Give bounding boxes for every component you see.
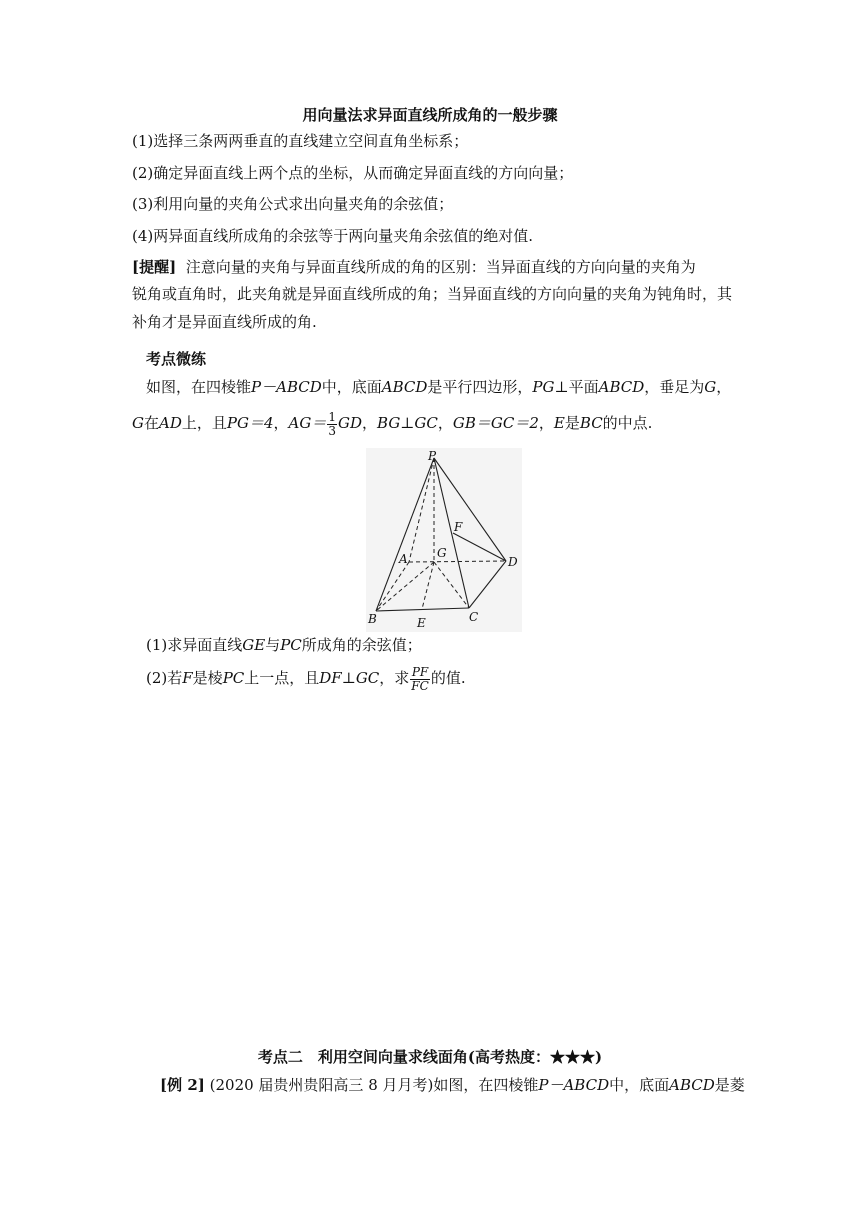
text: 所成角的余弦值； bbox=[301, 636, 422, 654]
text: (1)求异面直线 bbox=[146, 636, 243, 654]
text: ， bbox=[716, 378, 732, 396]
tip-line-1 bbox=[132, 256, 696, 278]
math: PG⊥ bbox=[532, 378, 569, 396]
text: 是平行四边形， bbox=[427, 378, 533, 396]
practice-heading: 考点微练 bbox=[146, 350, 207, 368]
text: ， bbox=[437, 414, 453, 432]
example-2-line bbox=[160, 1074, 745, 1096]
math: GE bbox=[242, 636, 266, 654]
math: PC bbox=[222, 669, 245, 687]
text: ，垂足为 bbox=[644, 378, 705, 396]
step-2: (2)确定异面直线上两个点的坐标，从而确定异面直线的方向向量； bbox=[132, 164, 574, 182]
section-title: 用向量法求异面直线所成角的一般步骤 bbox=[302, 106, 558, 124]
label-G: G bbox=[437, 546, 447, 560]
text: 是棱 bbox=[192, 669, 223, 687]
tip-line-3: 补角才是异面直线所成的角. bbox=[132, 313, 317, 331]
math: ABCD bbox=[669, 1076, 715, 1094]
step-1: (1)选择三条两两垂直的直线建立空间直角坐标系； bbox=[132, 132, 469, 150]
math: DF⊥GC bbox=[319, 669, 380, 687]
problem-line-2 bbox=[132, 408, 652, 438]
section-2-title: 考点二 利用空间向量求线面角(高考热度：★★★) bbox=[257, 1048, 603, 1066]
fraction-denominator: 3 bbox=[328, 423, 336, 438]
label-F: F bbox=[454, 520, 463, 534]
text: (2)若 bbox=[146, 669, 183, 687]
math: ABCD bbox=[381, 378, 428, 396]
text: 上一点，且 bbox=[244, 669, 320, 687]
text: 在 bbox=[143, 414, 159, 432]
pyramid-figure bbox=[366, 448, 522, 632]
step-3: (3)利用向量的夹角公式求出向量夹角的余弦值； bbox=[132, 195, 454, 213]
tip-text-1: 注意向量的夹角与异面直线所成的角的区别：当异面直线的方向向量的夹角为 bbox=[185, 258, 696, 276]
text: 是 bbox=[564, 414, 580, 432]
text: 如图，在四棱锥 bbox=[146, 378, 252, 396]
text: 中，底面 bbox=[321, 378, 382, 396]
question-2 bbox=[146, 662, 466, 694]
label-E: E bbox=[417, 616, 426, 630]
math: ABCD bbox=[598, 378, 645, 396]
pyramid-diagram bbox=[366, 448, 522, 632]
fraction-numerator: PF bbox=[411, 664, 429, 679]
label-A: A bbox=[399, 552, 408, 566]
fraction-PF-FC bbox=[410, 666, 430, 693]
math: F bbox=[182, 669, 193, 687]
math: P－ABCD bbox=[251, 378, 322, 396]
text: ， bbox=[362, 414, 378, 432]
tip-line-2: 锐角或直角时，此夹角就是异面直线所成的角；当异面直线的方向向量的夹角为钝角时，其 bbox=[132, 285, 733, 303]
text: 是菱 bbox=[714, 1076, 745, 1094]
text: 与 bbox=[265, 636, 281, 654]
problem-line-1 bbox=[146, 376, 731, 398]
math: P－ABCD bbox=[538, 1076, 610, 1094]
figure-background bbox=[366, 448, 522, 632]
fraction-denominator: FC bbox=[411, 678, 429, 693]
math: GD bbox=[337, 414, 362, 432]
math: PG＝4 bbox=[226, 414, 274, 432]
math: AD bbox=[159, 414, 182, 432]
math: G bbox=[132, 414, 144, 432]
label-P: P bbox=[428, 449, 437, 463]
math: BC bbox=[579, 414, 603, 432]
fraction-one-third bbox=[327, 411, 337, 438]
text: (2020 届贵州贵阳高三 8 月月考)如图，在四棱锥 bbox=[209, 1076, 539, 1094]
label-B: B bbox=[368, 612, 377, 626]
question-1 bbox=[146, 634, 422, 656]
fraction-numerator: 1 bbox=[328, 409, 336, 424]
math: BG⊥GC bbox=[377, 414, 438, 432]
text: 平面 bbox=[568, 378, 599, 396]
example-label: [例 2] bbox=[160, 1076, 205, 1094]
math: AG＝ bbox=[288, 414, 327, 432]
text: ，求 bbox=[379, 669, 410, 687]
step-4: (4)两异面直线所成角的余弦等于两向量夹角余弦值的绝对值. bbox=[132, 227, 534, 245]
text: 的值. bbox=[430, 669, 466, 687]
text: 的中点. bbox=[602, 414, 653, 432]
text: 上，且 bbox=[181, 414, 227, 432]
math: GB＝GC＝2 bbox=[452, 414, 539, 432]
text: ， bbox=[538, 414, 554, 432]
math: E bbox=[553, 414, 565, 432]
label-D: D bbox=[508, 555, 518, 569]
label-C: C bbox=[469, 610, 479, 624]
tip-label: [提醒] bbox=[132, 258, 177, 276]
text: 中，底面 bbox=[609, 1076, 670, 1094]
math: G bbox=[704, 378, 717, 396]
math: PC bbox=[280, 636, 302, 654]
text: ， bbox=[273, 414, 289, 432]
